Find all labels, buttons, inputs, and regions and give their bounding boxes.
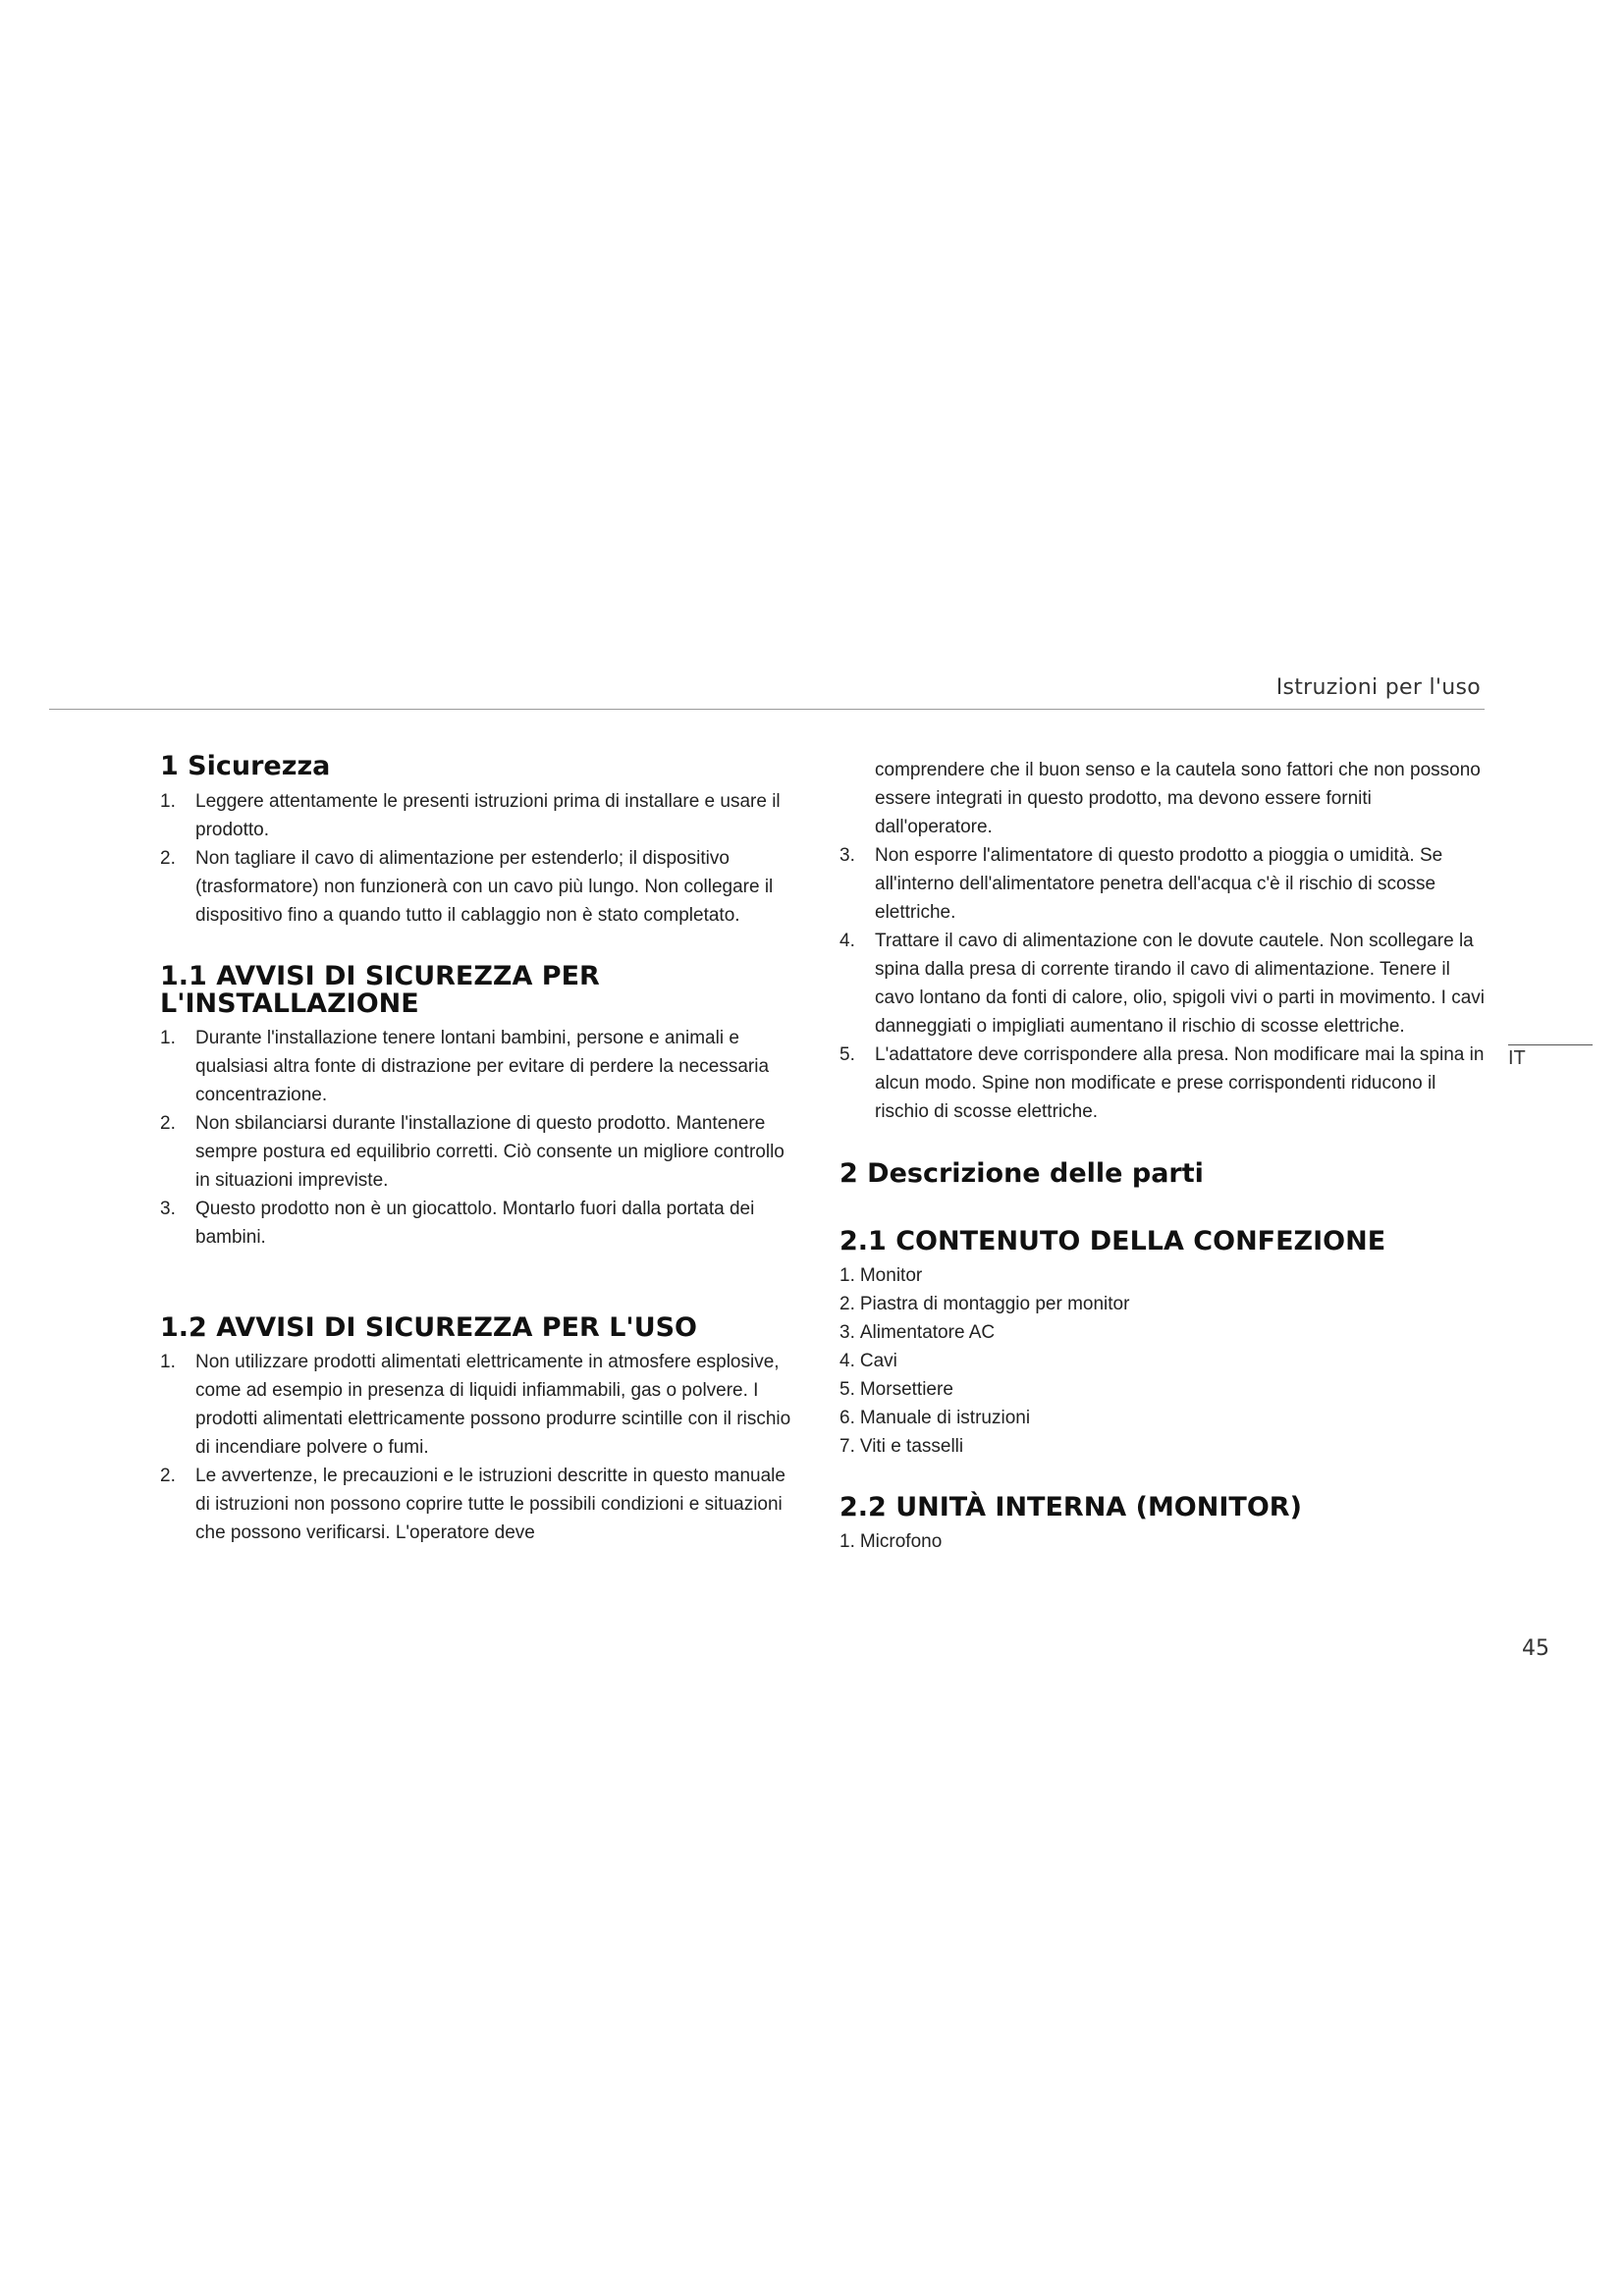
list-number: 2.	[160, 1466, 176, 1486]
list-item	[160, 787, 798, 844]
list-item	[839, 927, 1488, 1041]
page-number: 45	[1522, 1636, 1549, 1661]
list-text: Piastra di montaggio per monitor	[859, 1294, 1130, 1314]
list-number: 3.	[839, 1322, 855, 1343]
list-item	[839, 1432, 1488, 1461]
continued-paragraph: comprendere che il buon senso e la cautela sono fattori che non possono essere integrati in questo prodotto, ma devono essere forniti dall'operatore.	[875, 760, 1481, 837]
list-number: 3.	[839, 845, 855, 866]
list-text: Non utilizzare prodotti alimentati elettricamente in atmosfere esplosive, come ad esempio in presenza di liquidi infiammabili, gas o polvere. I prodotti alimentati elettricamente possono produrre scintille con il rischio di incendiare polvere o fumi.	[195, 1352, 791, 1458]
right-column	[839, 756, 1488, 1556]
section-2-2-list	[839, 1527, 1488, 1556]
list-text: Le avvertenze, le precauzioni e le istruzioni descritte in questo manuale di istruzioni non possono coprire tutte le possibili condizioni e situazioni che possono verificarsi. L'operatore deve	[195, 1466, 785, 1543]
list-text: Manuale di istruzioni	[859, 1408, 1031, 1428]
list-item	[839, 1041, 1488, 1126]
list-text: Durante l'installazione tenere lontani bambini, persone e animali e qualsiasi altra fonte di distrazione per evitare di perdere la necessaria concentrazione.	[195, 1028, 770, 1105]
list-item	[839, 1318, 1488, 1347]
list-number: 2.	[160, 1113, 176, 1134]
section-1-1-title: 1.1 AVVISI DI SICUREZZA PER L'INSTALLAZIONE	[160, 961, 600, 1019]
list-text: Non esporre l'alimentatore di questo prodotto a pioggia o umidità. Se all'interno dell'alimentatore penetra dell'acqua c'è il rischio di scosse elettriche.	[875, 845, 1443, 923]
list-number: 1.	[160, 1028, 176, 1048]
list-text: Alimentatore AC	[859, 1322, 996, 1343]
list-text: Non tagliare il cavo di alimentazione per estenderlo; il dispositivo (trasformatore) non funzionerà con un cavo più lungo. Non collegare il dispositivo fino a quando tutto il cablaggio non è stato completato.	[195, 848, 774, 926]
section-1-title: 1 Sicurezza	[160, 751, 331, 781]
section-1-2-title: 1.2 AVVISI DI SICUREZZA PER L'USO	[160, 1312, 698, 1343]
list-item	[839, 1404, 1488, 1432]
list-item	[839, 1527, 1488, 1556]
list-text: Questo prodotto non è un giocattolo. Montarlo fuori dalla portata dei bambini.	[195, 1199, 755, 1248]
list-number: 1.	[160, 791, 176, 812]
list-number: 2.	[839, 1294, 855, 1314]
section-1-1-list	[160, 1024, 798, 1252]
list-text: Leggere attentamente le presenti istruzioni prima di installare e usare il prodotto.	[195, 791, 781, 840]
list-item	[160, 1195, 798, 1252]
list-number: 1.	[839, 1265, 855, 1286]
list-number: 1.	[160, 1352, 176, 1372]
left-column	[160, 752, 798, 1547]
language-tab	[1508, 1044, 1593, 1070]
header-divider	[49, 709, 1485, 710]
list-number: 4.	[839, 1351, 855, 1371]
list-number: 3.	[160, 1199, 176, 1219]
section-1-2-list-continued	[839, 841, 1488, 1126]
list-text: L'adattatore deve corrispondere alla presa. Non modificare mai la spina in alcun modo. Spine non modificate e prese corrispondenti riducono il rischio di scosse elettriche.	[875, 1044, 1485, 1122]
list-item	[839, 1290, 1488, 1318]
list-number: 4.	[839, 931, 855, 951]
list-number: 5.	[839, 1379, 855, 1400]
page-header-title: Istruzioni per l'uso	[1275, 675, 1481, 700]
list-item	[839, 841, 1488, 927]
list-item	[160, 1024, 798, 1109]
section-1-2-list	[160, 1348, 798, 1547]
list-item	[839, 1261, 1488, 1290]
list-number: 5.	[839, 1044, 855, 1065]
language-tab-label: IT	[1508, 1047, 1526, 1069]
list-text: Monitor	[859, 1265, 923, 1286]
section-2-2-title: 2.2 UNITÀ INTERNA (MONITOR)	[839, 1492, 1302, 1522]
list-text: Cavi	[859, 1351, 897, 1371]
list-number: 7.	[839, 1436, 855, 1457]
list-text: Trattare il cavo di alimentazione con le dovute cautele. Non scollegare la spina dalla presa di corrente tirando il cavo di alimentazione. Tenere il cavo lontano da fonti di calore, olio, spigoli vivi o parti in movimento. I cavi danneggiati o impigliati aumentano il rischio di scosse elettriche.	[875, 931, 1485, 1037]
list-item	[160, 1462, 798, 1547]
list-text: Non sbilanciarsi durante l'installazione di questo prodotto. Mantenere sempre postura ed equilibrio corretti. Ciò consente un migliore controllo in situazioni impreviste.	[195, 1113, 785, 1191]
list-item	[839, 1375, 1488, 1404]
section-2-title: 2 Descrizione delle parti	[839, 1158, 1204, 1189]
list-item	[160, 1348, 798, 1462]
list-text: Morsettiere	[859, 1379, 953, 1400]
list-text: Viti e tasselli	[859, 1436, 964, 1457]
list-number: 6.	[839, 1408, 855, 1428]
section-2-1-title: 2.1 CONTENUTO DELLA CONFEZIONE	[839, 1226, 1386, 1256]
list-number: 2.	[160, 848, 176, 869]
list-item	[160, 1109, 798, 1195]
list-item	[160, 844, 798, 930]
section-1-list	[160, 787, 798, 930]
list-number: 1.	[839, 1531, 855, 1552]
section-2-1-list	[839, 1261, 1488, 1461]
list-item	[839, 1347, 1488, 1375]
list-text: Microfono	[859, 1531, 943, 1552]
